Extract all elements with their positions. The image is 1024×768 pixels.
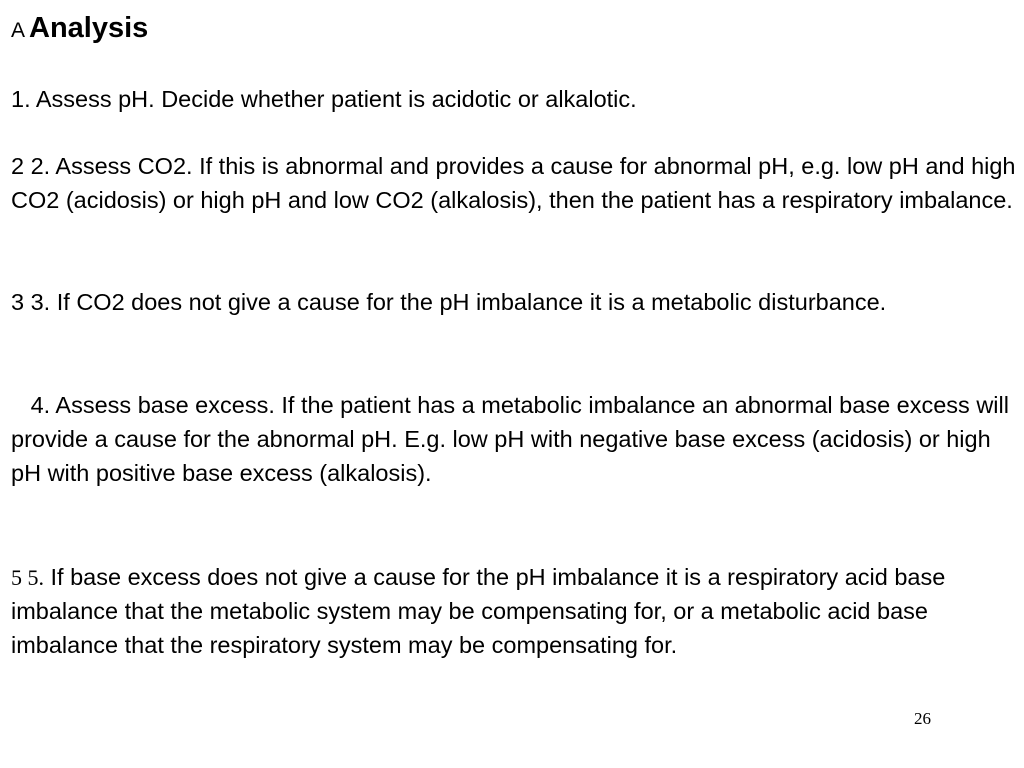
step-5-text: If base excess does not give a cause for the pH imbalance it is a respiratory acid base imbalance that the metabolic system may be compensating for, or a metabolic acid base imbalance that the respiratory system may be compensating for. xyxy=(11,564,946,658)
step-3-number: 3 3. xyxy=(11,289,51,315)
step-1-number: 1. xyxy=(11,86,31,112)
step-4-number: 4. xyxy=(11,392,51,418)
step-3-text: If CO2 does not give a cause for the pH imbalance it is a metabolic disturbance. xyxy=(50,289,887,315)
step-5-paragraph xyxy=(11,561,1019,662)
title-main: Analysis xyxy=(29,12,149,44)
page-number: 26 xyxy=(914,709,931,728)
step-2-paragraph xyxy=(11,150,1019,218)
step-4-text: Assess base excess. If the patient has a metabolic imbalance an abnormal base excess will provide a cause for the abnormal pH. E.g. low pH with negative base excess (acidosis) or high pH with positive base excess (alkalosis). xyxy=(11,392,1009,486)
step-1-paragraph xyxy=(11,83,1019,117)
step-3-paragraph xyxy=(11,286,1019,320)
slide-title xyxy=(11,8,148,53)
step-1-text: Assess pH. Decide whether patient is acidotic or alkalotic. xyxy=(30,86,637,112)
step-2-text: Assess CO2. If this is abnormal and provides a cause for abnormal pH, e.g. low pH and high CO2 (acidosis) or high pH and low CO2 (alkalosis), then the patient has a respiratory imbalance. xyxy=(11,153,1016,213)
step-4-paragraph xyxy=(11,389,1019,490)
title-prefix: A xyxy=(11,19,26,42)
step-5-number: 5 5. xyxy=(11,565,44,590)
step-2-number: 2 2. xyxy=(11,153,51,179)
